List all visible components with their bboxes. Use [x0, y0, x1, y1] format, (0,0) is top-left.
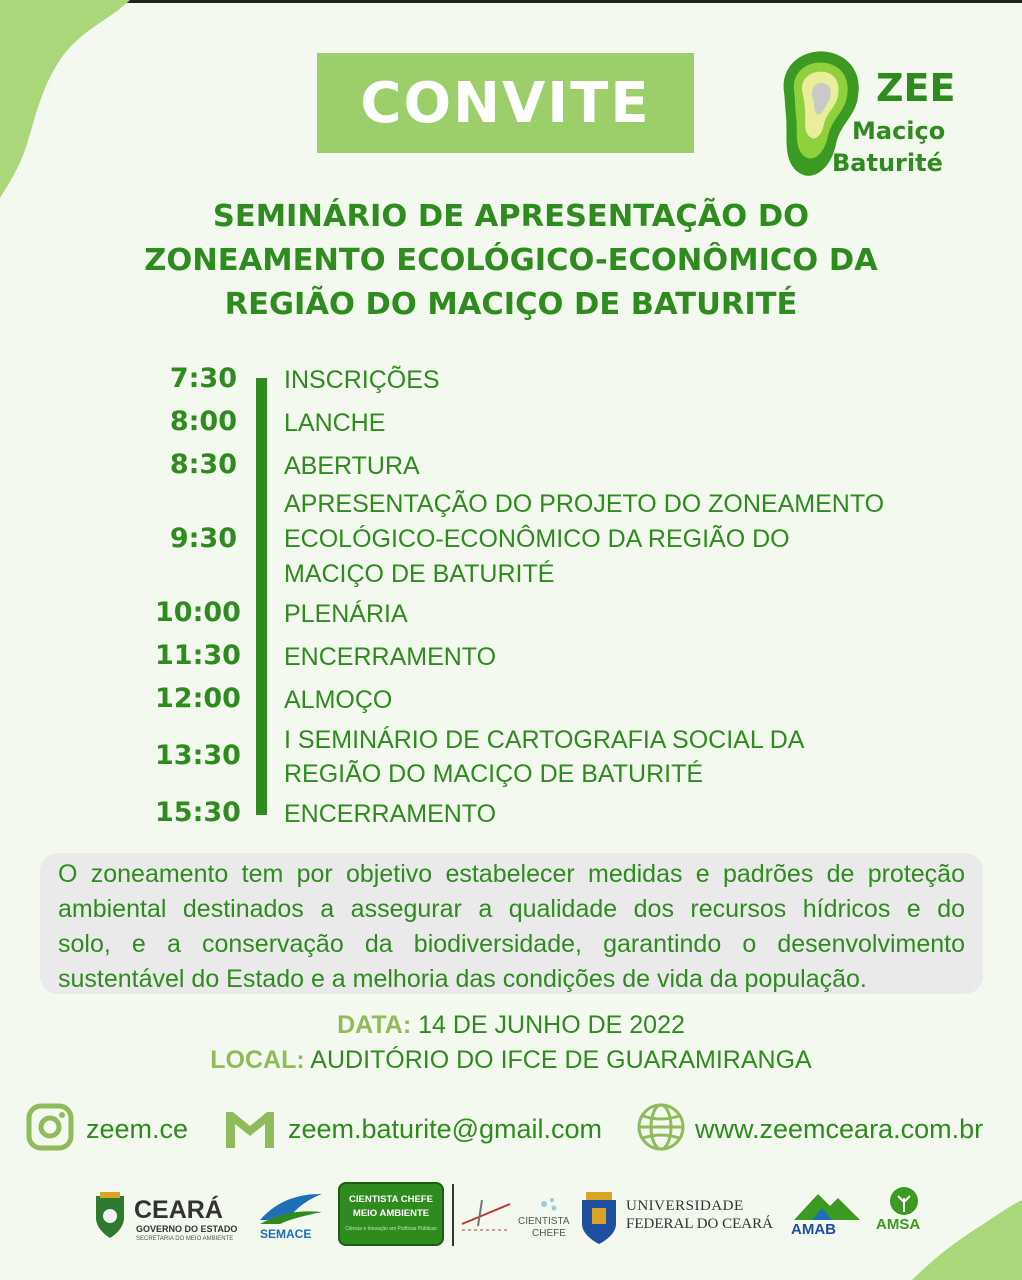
schedule-activity: I SEMINÁRIO DE CARTOGRAFIA SOCIAL DA: [284, 726, 805, 754]
funcap-logo-icon: [458, 1196, 514, 1232]
objective-panel: [40, 853, 983, 994]
objective-line: solo, e a conservação da biodiversidade, garantindo o desenvolvimento: [58, 930, 965, 958]
title-line: REGIÃO DO MACIÇO DE BATURITÉ: [224, 287, 798, 322]
globe-icon: [636, 1102, 686, 1152]
programa-cientista-line2: CHEFE: [532, 1228, 566, 1239]
schedule-time: 15:30: [155, 797, 241, 828]
page-title: [60, 195, 962, 327]
schedule-activity: LANCHE: [284, 409, 386, 437]
schedule-activity: ENCERRAMENTO: [284, 643, 497, 671]
ufc-logo-line2: FEDERAL DO CEARÁ: [626, 1216, 773, 1232]
website-url[interactable]: www.zeemceara.com.br: [695, 1114, 984, 1144]
amsa-logo-text: AMSA: [876, 1216, 921, 1233]
convite-badge: CONVITE: [317, 53, 694, 153]
schedule-time: 10:00: [155, 597, 241, 628]
ceara-coat-of-arms-icon: [92, 1190, 128, 1240]
cientista-chefe-badge: [338, 1182, 444, 1246]
programa-cientista-line1: CIENTISTA: [518, 1216, 570, 1227]
objective-line: O zoneamento tem por objetivo estabelecer medidas e padrões de proteção: [58, 860, 965, 888]
schedule-time: 11:30: [155, 640, 241, 671]
logo-text-macico: Maciço: [852, 117, 946, 145]
schedule-activity: APRESENTAÇÃO DO PROJETO DO ZONEAMENTO: [284, 490, 885, 518]
instagram-handle[interactable]: zeem.ce: [86, 1114, 189, 1144]
event-date: [0, 1011, 1022, 1040]
cientista-badge-line3: Ciência e Inovação em Políticas Públicas: [345, 1226, 437, 1232]
schedule-activity: PLENÁRIA: [284, 600, 408, 628]
date-label: DATA:: [337, 1011, 412, 1039]
objective-line: sustentável do Estado e a melhoria das condições de vida da população.: [58, 965, 867, 993]
amsa-logo-icon: [884, 1186, 924, 1216]
email-icon: [223, 1108, 277, 1150]
schedule-time: 7:30: [169, 363, 237, 394]
schedule-time: 8:30: [169, 449, 237, 480]
event-location: [0, 1046, 1022, 1075]
logo-text-zee: ZEE: [876, 66, 956, 110]
semace-logo-text: SEMACE: [260, 1227, 312, 1241]
schedule-activity: MACIÇO DE BATURITÉ: [284, 560, 555, 588]
ceara-logo-secretaria: SECRETARIA DO MEIO AMBIENTE: [136, 1236, 234, 1242]
ceara-logo-subtitle: GOVERNO DO ESTADO: [136, 1224, 238, 1234]
semace-logo-icon: [258, 1190, 324, 1226]
schedule-activity: ECOLÓGICO-ECONÔMICO DA REGIÃO DO: [284, 525, 790, 553]
schedule-activity: ENCERRAMENTO: [284, 800, 497, 828]
amab-logo-text: AMAB: [791, 1221, 836, 1238]
location-value: AUDITÓRIO DO IFCE DE GUARAMIRANGA: [310, 1046, 812, 1074]
decorative-leaf-top-left: [0, 0, 140, 200]
ceara-logo-title: CEARÁ: [134, 1196, 223, 1224]
programa-cientista-chefe-icon: [534, 1194, 564, 1214]
schedule-time: 9:30: [169, 523, 237, 554]
location-label: LOCAL:: [210, 1046, 305, 1074]
schedule-activity: ABERTURA: [284, 452, 420, 480]
instagram-icon: [26, 1103, 74, 1151]
top-border: [0, 0, 1022, 3]
email-address[interactable]: zeem.baturite@gmail.com: [288, 1114, 603, 1144]
logo-text-baturite: Baturité: [832, 149, 943, 177]
schedule-divider: [256, 378, 267, 815]
title-line: SEMINÁRIO DE APRESENTAÇÃO DO: [212, 199, 810, 234]
schedule-time: 13:30: [155, 740, 241, 771]
schedule-activity: REGIÃO DO MACIÇO DE BATURITÉ: [284, 760, 704, 788]
schedule-time: 8:00: [169, 406, 237, 437]
cientista-badge-line2: MEIO AMBIENTE: [352, 1208, 430, 1219]
cientista-badge-line1: CIENTISTA CHEFE: [349, 1194, 433, 1205]
sponsor-divider: [452, 1184, 454, 1246]
title-line: ZONEAMENTO ECOLÓGICO-ECONÔMICO DA: [144, 243, 878, 278]
ufc-logo-line1: UNIVERSIDADE: [626, 1198, 744, 1214]
objective-line: ambiental destinados a assegurar a qualidade dos recursos hídricos e do: [58, 895, 965, 923]
date-value: 14 DE JUNHO DE 2022: [418, 1011, 685, 1039]
schedule-activity: ALMOÇO: [284, 686, 393, 714]
ufc-coat-of-arms-icon: [578, 1190, 620, 1246]
schedule-time: 12:00: [155, 683, 241, 714]
amab-logo-icon: [792, 1188, 862, 1222]
schedule-activity: INSCRIÇÕES: [284, 366, 440, 394]
